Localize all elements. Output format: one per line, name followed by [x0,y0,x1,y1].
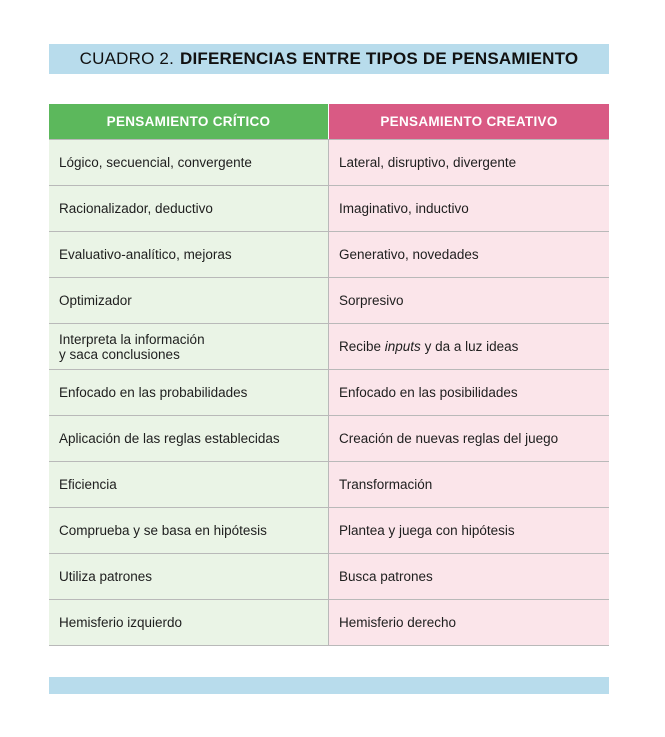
cell-creative-pre: Recibe [339,339,385,354]
table-row [49,277,609,323]
cell-critical: Eficiencia [49,462,329,507]
table-row [49,507,609,553]
header-creative-thinking: PENSAMIENTO CREATIVO [329,104,609,139]
header-critical-thinking: PENSAMIENTO CRÍTICO [49,104,329,139]
table-row [49,369,609,415]
cell-creative: Plantea y juega con hipótesis [329,508,609,553]
bottom-bar [49,677,609,694]
cell-creative: Busca patrones [329,554,609,599]
cell-critical: Comprueba y se basa en hipótesis [49,508,329,553]
table-row [49,553,609,599]
cell-creative-post: y da a luz ideas [420,339,519,354]
table-row [49,185,609,231]
cell-creative-italic: inputs [384,339,421,354]
cell-critical: Hemisferio izquierdo [49,600,329,645]
cell-creative: Sorpresivo [329,278,609,323]
comparison-table [49,104,609,646]
table-row [49,461,609,507]
table-header-row [49,104,609,139]
table-row [49,599,609,645]
cell-creative: Lateral, disruptivo, divergente [329,140,609,185]
table-row [49,139,609,185]
cell-creative [329,324,609,369]
title-prefix: CUADRO 2. [79,49,175,68]
cell-creative: Enfocado en las posibilidades [329,370,609,415]
table-row [49,323,609,369]
cell-critical: Racionalizador, deductivo [49,186,329,231]
cell-critical [49,324,329,369]
table-row [49,415,609,461]
cell-critical: Aplicación de las reglas establecidas [49,416,329,461]
table-row [49,231,609,277]
cell-creative: Hemisferio derecho [329,600,609,645]
cell-creative: Creación de nuevas reglas del juego [329,416,609,461]
page-title: DIFERENCIAS ENTRE TIPOS DE PENSAMIENTO [180,49,579,68]
cell-creative: Generativo, novedades [329,232,609,277]
cell-critical: Optimizador [49,278,329,323]
cell-creative: Transformación [329,462,609,507]
cell-critical-line1: Interpreta la información [59,331,205,347]
cell-creative: Imaginativo, inductivo [329,186,609,231]
cell-critical: Evaluativo-analítico, mejoras [49,232,329,277]
cell-critical: Enfocado en las probabilidades [49,370,329,415]
title-bar [49,44,609,74]
cell-critical: Lógico, secuencial, convergente [49,140,329,185]
cell-critical-line2: y saca conclusiones [59,346,180,362]
cell-critical: Utiliza patrones [49,554,329,599]
